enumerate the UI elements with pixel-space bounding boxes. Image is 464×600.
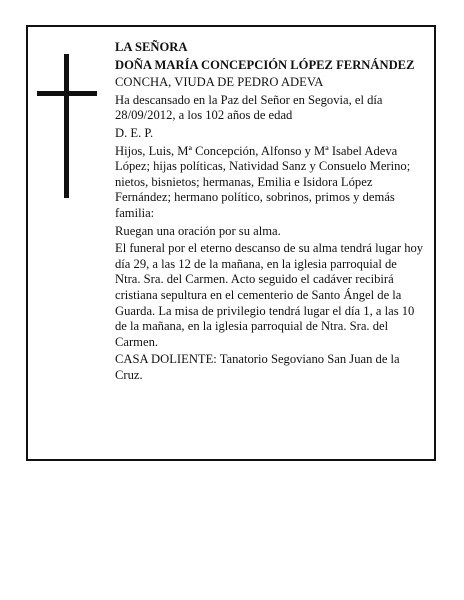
alias-line: CONCHA, VIUDA DE PEDRO ADEVA [115,75,324,90]
deceased-name: DOÑA MARÍA CONCEPCIÓN LÓPEZ FERNÁNDEZ [115,57,415,72]
passing-paragraph: Ha descansado en la Paz del Señor en Segovia, el día 28/09/2012, a los 102 años de edad [115,92,383,123]
family-paragraph: Hijos, Luis, Mª Concepción, Alfonso y Mª Isabel Adeva López; hijas políticas, Natividad Sanz y Consuelo Merino; nietos, bisnietos; hermanas, Emilia e Isidora López Fernández; hermano político, sobrinos, primos y demás familia: [115,143,411,220]
title-line: LA SEÑORA [115,40,188,54]
mourning-house: CASA DOLIENTE: Tanatorio Segoviano San Juan de la Cruz. [115,352,400,382]
cross-horizontal-bar [37,91,97,96]
cross-vertical-bar [64,54,69,198]
funeral-paragraph: El funeral por el eterno descanso de su alma tendrá lugar hoy día 29, a las 12 de la mañana, en la iglesia parroquial de Ntra. Sra. del Carmen. Acto seguido el cadáver recibirá cristiana sepultura en el cementerio de Santo Ángel de la Guarda. La misa de privilegio tendrá lugar el día 1, a las 10 de la mañana, en la iglesia parroquial de Ntra. Sra. del Carmen. [115,241,424,349]
obituary-text [115,40,425,385]
rip-line: D. E. P. [115,125,154,140]
prayer-request: Ruegan una oración por su alma. [115,223,281,238]
cross-icon [37,54,97,198]
